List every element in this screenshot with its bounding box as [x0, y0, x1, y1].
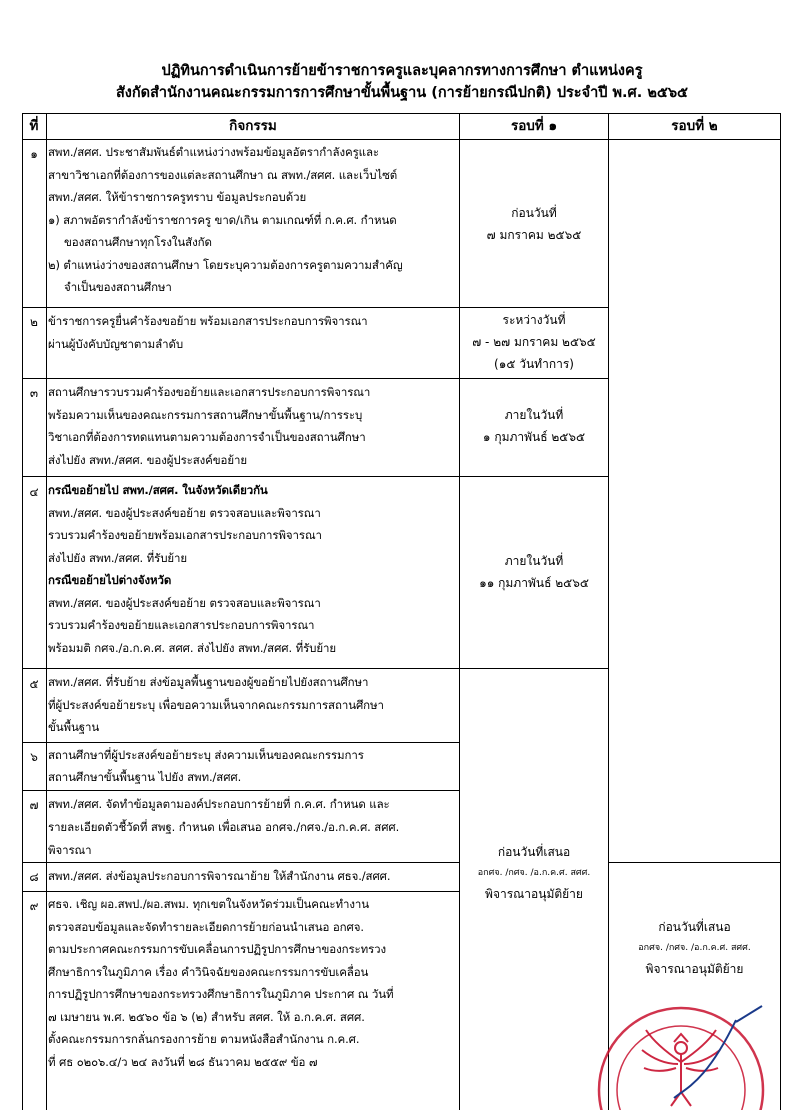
- activity-line: ผ่านผู้บังคับบัญชาตามลำดับ: [48, 336, 184, 351]
- row-activity: [48, 793, 456, 862]
- date-line: ระหว่างวันที่: [502, 313, 566, 327]
- row-activity: [48, 479, 456, 659]
- activity-line: สถานศึกษารวบรวมคำร้องขอย้ายและเอกสารประกอบการพิจารณา: [48, 385, 371, 399]
- activity-line: สพท./สศศ. ของผู้ประสงค์ขอย้าย ตรวจสอบและพิจารณา: [48, 595, 321, 610]
- table-border-left: [22, 113, 23, 1110]
- row-number: ๒: [30, 315, 38, 329]
- activity-line: ๒) ตำแหน่งว่างของสถานศึกษา โดยระบุความต้องการครูตามความสำคัญ: [48, 257, 403, 272]
- activity-line: ๗ เมษายน พ.ศ. ๒๕๖๐ ข้อ ๖ (๒) สำหรับ สศศ. ให้ อ.ก.ค.ศ. สศศ.: [48, 1009, 365, 1024]
- row-number: ๕: [29, 677, 39, 691]
- activity-subheading: กรณีขอย้ายไป สพท./สศศ. ในจังหวัดเดียวกัน: [48, 483, 268, 497]
- date-line: อกศจ. /กศจ. /อ.ก.ค.ศ. สศศ.: [638, 943, 751, 953]
- document-title-line2: สังกัดสำนักงานคณะกรรมการการศึกษาขั้นพื้นฐาน (การย้ายกรณีปกติ) ประจำปี พ.ศ. ๒๕๖๕: [115, 85, 689, 101]
- row-number: ๓: [29, 386, 39, 400]
- activity-subheading: กรณีขอย้ายไปต่างจังหวัด: [48, 573, 172, 587]
- row-activity: [48, 310, 456, 355]
- date-line: อกศจ. /กศจ. /อ.ก.ค.ศ. สศศ.: [477, 868, 591, 878]
- row-activity: [48, 865, 456, 888]
- date-line: ภายในวันที่: [504, 554, 564, 568]
- row-activity: [48, 744, 456, 787]
- header-no: ที่: [29, 118, 39, 134]
- activity-line: ตามประกาศคณะกรรมการขับเคลื่อนการปฏิรูปการศึกษาของกระทรวง: [48, 942, 387, 956]
- activity-line: สถานศึกษาที่ผู้ประสงค์ขอย้ายระบุ ส่งความเห็นของคณะกรรมการ: [48, 748, 364, 762]
- date-line: ภายในวันที่: [504, 408, 564, 422]
- date-line: ก่อนวันที่: [511, 206, 557, 220]
- activity-line: ตั้งคณะกรรมการกลั่นกรองการย้าย ตามหนังสือสำนักงาน ก.ค.ศ.: [48, 1032, 360, 1046]
- activity-line: ศึกษาธิการในภูมิภาค เรื่อง คำวินิจฉัยของคณะกรรมการขับเคลื่อน: [48, 964, 369, 979]
- date-line: ก่อนวันที่เสนอ: [497, 845, 571, 859]
- date-line: ๗ มกราคม ๒๕๖๕: [486, 228, 582, 242]
- activity-line: ส่งไปยัง สพท./สศศ. ที่รับย้าย: [48, 550, 188, 565]
- row-number: ๖: [30, 750, 38, 764]
- official-seal: [586, 1002, 776, 1110]
- row-activity: [48, 381, 456, 471]
- round2-divider: [608, 862, 781, 863]
- date-line: ก่อนวันที่เสนอ: [658, 920, 731, 934]
- row-number: ๙: [29, 899, 39, 913]
- activity-line: สพท./สศศ. ให้ข้าราชการครูทราบ ข้อมูลประกอบด้วย: [48, 190, 307, 204]
- activity-line: ส่งไปยัง สพท./สศศ. ของผู้ประสงค์ขอย้าย: [48, 452, 247, 467]
- row-divider: [22, 668, 609, 669]
- header-activity: กิจกรรม: [229, 118, 277, 134]
- date-line: พิจารณาอนุมัติย้าย: [485, 887, 583, 901]
- activity-line: พร้อมความเห็นของคณะกรรมการสถานศึกษาขั้นพื้นฐาน/การระบุ: [48, 407, 363, 422]
- row-divider: [22, 742, 460, 743]
- table-border-right: [780, 113, 781, 1110]
- activity-line: รายละเอียดตัวชี้วัดที่ สพฐ. กำหนด เพื่อเสนอ อกศจ./กศจ./อ.ก.ค.ศ. สศศ.: [48, 820, 400, 834]
- activity-line: สพท./สศศ. ส่งข้อมูลประกอบการพิจารณาย้าย ให้สำนักงาน ศธจ./สศศ.: [48, 869, 391, 883]
- row-divider: [22, 891, 460, 892]
- date-line: พิจารณาอนุมัติย้าย: [645, 962, 744, 976]
- activity-line: ตรวจสอบข้อมูลและจัดทำรายละเอียดการย้ายก่อนนำเสนอ อกศจ.: [48, 919, 364, 934]
- table-divider-activity: [459, 113, 460, 1110]
- round1-date: [460, 404, 608, 448]
- activity-line: จำเป็นของสถานศึกษา: [64, 280, 172, 294]
- activity-line: สถานศึกษาขั้นพื้นฐาน ไปยัง สพท./สศศ.: [48, 769, 242, 784]
- row-divider: [22, 790, 460, 791]
- row-activity: [48, 141, 456, 299]
- activity-line: ของสถานศึกษาทุกโรงในสังกัด: [64, 235, 212, 249]
- round1-merged-date: [460, 841, 608, 905]
- activity-line: ๑) สภาพอัตรากำลังข้าราชการครู ขาด/เกิน ตามเกณฑ์ที่ ก.ค.ศ. กำหนด: [48, 212, 397, 227]
- activity-line: รวบรวมคำร้องขอย้ายและเอกสารประกอบการพิจารณา: [48, 618, 315, 632]
- table-divider-no: [46, 113, 47, 1110]
- activity-line: สาขาวิชาเอกที่ต้องการของแต่ละสถานศึกษา ณ สพท./สศศ. และเว็บไซต์: [48, 167, 398, 182]
- row-divider: [22, 307, 609, 308]
- date-line: ๗ - ๒๗ มกราคม ๒๕๖๕: [472, 335, 596, 349]
- header-round2: รอบที่ ๒: [671, 118, 718, 134]
- row-number: ๑: [30, 147, 38, 161]
- round1-date: [460, 550, 608, 594]
- seal-icon: [586, 1002, 776, 1110]
- header-bottom-line: [22, 139, 781, 140]
- row-divider: [22, 476, 609, 477]
- activity-line: สพท./สศศ. ของผู้ประสงค์ขอย้าย ตรวจสอบและพิจารณา: [48, 505, 321, 520]
- activity-line: รวบรวมคำร้องขอย้ายพร้อมเอกสารประกอบการพิจารณา: [48, 528, 322, 542]
- activity-line: สพท./สศศ. ประชาสัมพันธ์ตำแหน่งว่างพร้อมข้อมูลอัตรากำลังครูและ: [48, 145, 379, 159]
- activity-line: ขั้นพื้นฐาน: [48, 720, 100, 734]
- activity-line: พร้อมมติ กศจ./อ.ก.ค.ศ. สศศ. ส่งไปยัง สพท./สศศ. ที่รับย้าย: [48, 640, 337, 655]
- activity-line: วิชาเอกที่ต้องการทดแทนตามความต้องการจำเป็นของสถานศึกษา: [48, 430, 366, 444]
- round2-merged-date: [609, 916, 780, 980]
- round1-date: [460, 202, 608, 246]
- activity-line: ที่ผู้ประสงค์ขอย้ายระบุ เพื่อขอความเห็นจากคณะกรรมการสถานศึกษา: [48, 698, 384, 712]
- date-line: (๑๕ วันทำการ): [494, 357, 574, 371]
- row-number: ๘: [29, 870, 39, 884]
- activity-line: พิจารณา: [48, 843, 92, 857]
- row-divider: [22, 378, 609, 379]
- row-divider: [22, 862, 460, 863]
- row-number: ๔: [29, 485, 39, 499]
- activity-line: ที่ ศธ ๐๒๐๖.๔/ว ๒๔ ลงวันที่ ๒๘ ธันวาคม ๒๕๕๙ ข้อ ๗: [48, 1054, 318, 1069]
- date-line: ๑๑ กุมภาพันธ์ ๒๕๖๕: [479, 576, 589, 590]
- header-round1: รอบที่ ๑: [510, 118, 558, 134]
- row-number: ๗: [29, 798, 39, 812]
- activity-line: สพท./สศศ. ที่รับย้าย ส่งข้อมูลพื้นฐานของผู้ขอย้ายไปยังสถานศึกษา: [48, 675, 369, 689]
- row-activity: [48, 893, 456, 1073]
- round1-date: [460, 309, 608, 375]
- activity-line: ศธจ. เชิญ ผอ.สพป./ผอ.สพม. ทุกเขตในจังหวัดร่วมเป็นคณะทำงาน: [48, 897, 370, 911]
- row-activity: [48, 671, 456, 737]
- activity-line: การปฏิรูปการศึกษาของกระทรวงศึกษาธิการในภูมิภาค ประกาศ ณ วันที่: [48, 987, 394, 1001]
- activity-line: สพท./สศศ. จัดทำข้อมูลตามองค์ประกอบการย้ายที่ ก.ค.ศ. กำหนด และ: [48, 797, 390, 811]
- activity-line: ข้าราชการครูยื่นคำร้องขอย้าย พร้อมเอกสารประกอบการพิจารณา: [48, 314, 368, 328]
- document-title-line1: ปฏิทินการดำเนินการย้ายข้าราชการครูและบุคลากรทางการศึกษา ตำแหน่งครู: [161, 63, 643, 79]
- date-line: ๑ กุมภาพันธ์ ๒๕๖๕: [482, 430, 586, 444]
